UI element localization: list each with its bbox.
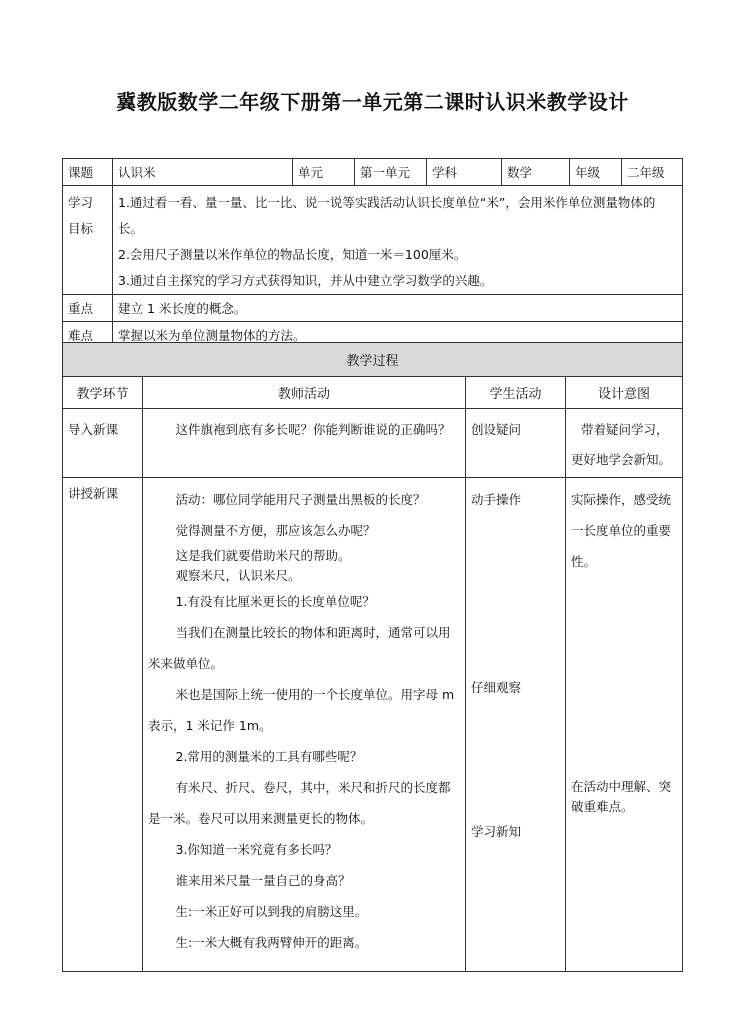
label-keti: 课题 xyxy=(63,159,113,186)
stage-intro: 导入新课 xyxy=(63,409,143,478)
header-intent: 设计意图 xyxy=(566,377,683,409)
student-line: 学习新知 xyxy=(471,824,522,839)
label-danyuan: 单元 xyxy=(293,159,355,186)
label-mubiao: 学习 目标 xyxy=(63,186,113,295)
mubiao-item: 3.通过自主探究的学习方式获得知识，并从中建立学习数学的兴趣。 xyxy=(118,273,493,288)
student-line: 仔细观察 xyxy=(471,680,522,695)
label-zhongdian: 重点 xyxy=(63,295,113,322)
teacher-line: 当我们在测量比较长的物体和距离时，通常可以用米来做单位。 xyxy=(148,625,451,671)
teacher-intro: 这件旗袍到底有多长呢？你能判断谁说的正确吗？ xyxy=(143,409,466,478)
student-intro: 创设疑问 xyxy=(466,409,566,478)
teacher-line: 有米尺、折尺、卷尺，其中，米尺和折尺的长度都是一米。卷尺可以用来测量更长的物体。 xyxy=(148,780,451,826)
teacher-line: 3.你知道一米究竟有多长吗？ xyxy=(175,842,338,857)
info-table xyxy=(62,158,683,349)
header-stage: 教学环节 xyxy=(63,377,143,409)
teacher-line: 活动：哪位同学能用尺子测量出黑板的长度？ xyxy=(175,492,426,507)
intent-intro: 带着疑问学习，更好地学会新知。 xyxy=(566,409,683,478)
page-title: 冀教版数学二年级下册第一单元第二课时认识米教学设计 xyxy=(116,90,629,114)
header-teacher: 教师活动 xyxy=(143,377,466,409)
label-xueke: 学科 xyxy=(427,159,502,186)
teacher-line: 觉得测量不方便，那应该怎么办呢？ xyxy=(175,523,376,538)
value-danyuan: 第一单元 xyxy=(355,159,427,186)
value-zhongdian: 建立 1 米长度的概念。 xyxy=(113,295,683,322)
student-line: 动手操作 xyxy=(471,492,522,507)
value-xueke: 数学 xyxy=(502,159,570,186)
teacher-line: 谁来用米尺量一量自己的身高？ xyxy=(175,873,351,888)
process-table xyxy=(62,342,683,972)
label-nandian: 难点 xyxy=(63,322,113,349)
teacher-line: 米也是国际上统一使用的一个长度单位。用字母 m 表示，1 米记作 1m。 xyxy=(148,687,455,733)
value-nandian: 掌握以米为单位测量物体的方法。 xyxy=(113,322,683,349)
teacher-line: 这是我们就要借助米尺的帮助。 xyxy=(175,548,351,563)
stage-new: 讲授新课 xyxy=(63,478,143,972)
value-keti: 认识米 xyxy=(113,159,293,186)
teacher-line: 生:一米正好可以到我的肩膀这里。 xyxy=(175,904,368,919)
teacher-line: 观察米尺，认识米尺。 xyxy=(175,568,301,583)
teacher-line: 2.常用的测量米的工具有哪些呢？ xyxy=(175,749,363,764)
intent-line: 实际操作，感受统一长度单位的重要性。 xyxy=(571,492,672,569)
intent-line: 在活动中理解、突破重难点。 xyxy=(571,779,672,814)
teacher-line: 生:一米大概有我两臂伸开的距离。 xyxy=(175,935,368,950)
process-band: 教学过程 xyxy=(63,343,683,377)
mubiao-item: 1.通过看一看、量一量、比一比、说一说等实践活动认识长度单位“米”，会用米作单位测量物体的长。 xyxy=(118,195,656,236)
student-new xyxy=(466,478,566,972)
header-student: 学生活动 xyxy=(466,377,566,409)
teacher-line: 1.有没有比厘米更长的长度单位呢？ xyxy=(175,594,375,609)
value-mubiao xyxy=(113,186,683,295)
mubiao-item: 2.会用尺子测量以米作单位的物品长度，知道一米＝100厘米。 xyxy=(118,247,467,262)
teacher-new xyxy=(143,478,466,972)
intent-new xyxy=(566,478,683,972)
label-nianji: 年级 xyxy=(570,159,622,186)
value-nianji: 二年级 xyxy=(622,159,683,186)
